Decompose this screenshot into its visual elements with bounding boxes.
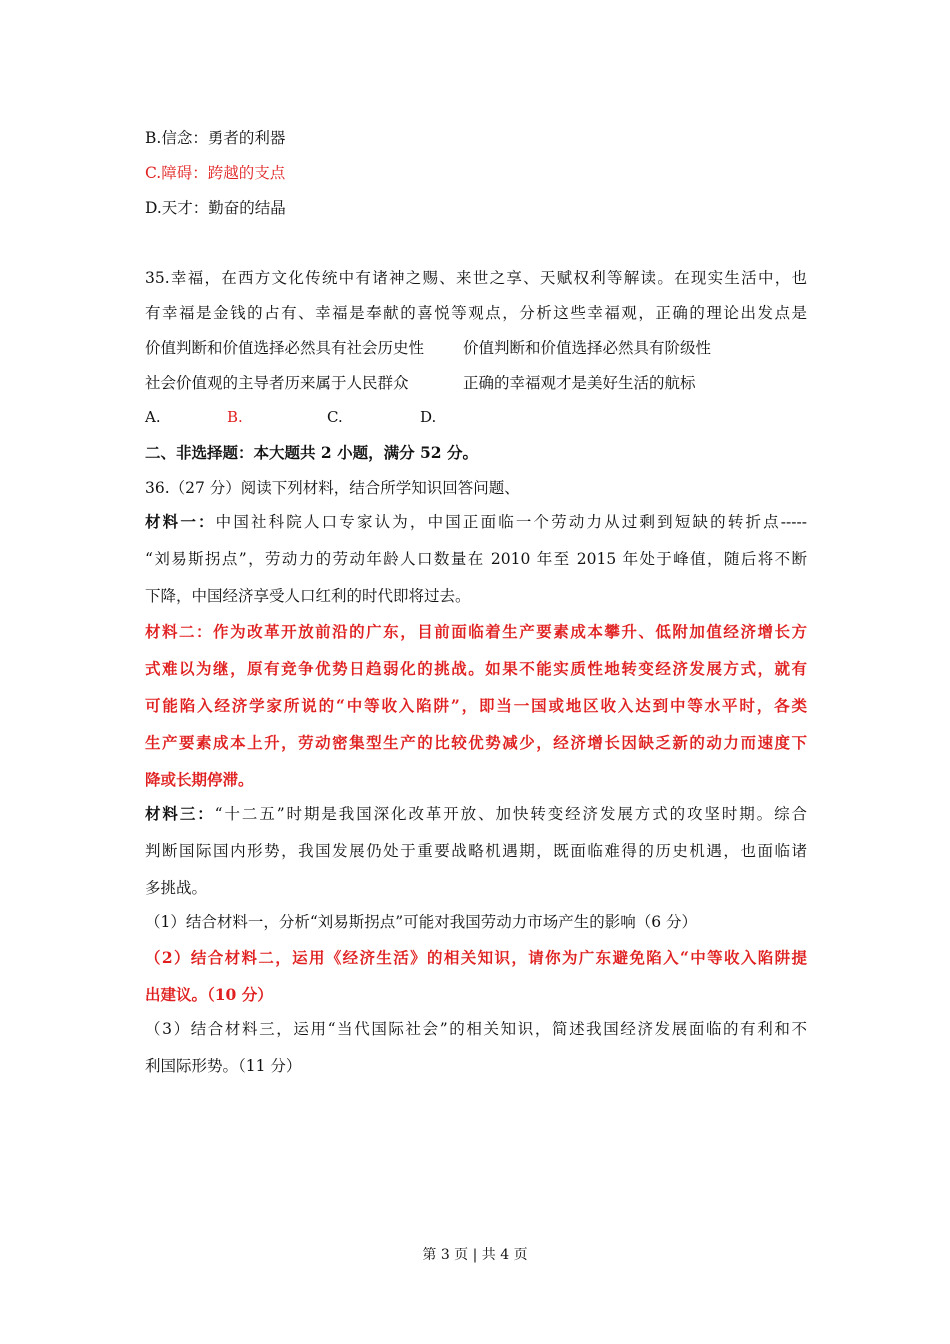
material1-line2: “刘易斯拐点”，劳动力的劳动年龄人口数量在 2010 年至 2015 年处于峰值，随后将不断 (145, 550, 807, 568)
material3-line3: 多挑战。 (145, 879, 208, 897)
q35-option-d: D. (420, 408, 437, 426)
q35-statement-1: 价值判断和价值选择必然具有社会历史性 (145, 339, 425, 357)
option-b-prev: B.信念：勇者的利器 (145, 129, 286, 147)
material1-line1 (145, 512, 807, 532)
option-c-prev: C.障碍：跨越的支点 (145, 164, 286, 182)
q36-sub2-line1: （2）结合材料二，运用《经济生活》的相关知识，请你为广东避免陷入“中等收入陷阱提 (145, 948, 807, 967)
section2-heading: 二、非选择题：本大题共 2 小题，满分 52 分。 (145, 443, 478, 462)
material2-line4: 生产要素成本上升，劳动密集型生产的比较优势减少，经济增长因缺乏新的动力而速度下 (145, 733, 807, 752)
material3-line1 (145, 804, 807, 824)
material3-label: 材料三： (145, 804, 215, 823)
q36-sub1: （1）结合材料一，分析“刘易斯拐点”可能对我国劳动力市场产生的影响（6 分） (145, 913, 698, 931)
page-footer: 第 3 页 | 共 4 页 (422, 1247, 528, 1263)
q36-intro: 36.（27 分）阅读下列材料，结合所学知识回答问题、 (145, 479, 520, 497)
material2-line2: 式难以为继，原有竞争优势日趋弱化的挑战。如果不能实质性地转变经济发展方式，就有 (145, 659, 807, 678)
q35-option-b: B. (227, 408, 243, 426)
q35-line1: 35.幸福，在西方文化传统中有诸神之赐、来世之享、天赋权利等解读。在现实生活中，也 (145, 269, 807, 287)
q35-option-c: C. (327, 408, 343, 426)
q35-statement-4: 正确的幸福观才是美好生活的航标 (463, 374, 696, 392)
material2-line3: 可能陷入经济学家所说的“中等收入陷阱”，即当一国或地区收入达到中等水平时，各类 (145, 696, 807, 715)
material2-line1: 材料二：作为改革开放前沿的广东，目前面临着生产要素成本攀升、低附加值经济增长方 (145, 622, 807, 641)
q36-sub3-line1: （3）结合材料三，运用“当代国际社会”的相关知识，简述我国经济发展面临的有利和不 (145, 1020, 807, 1038)
q35-option-a: A. (145, 408, 161, 426)
material3-text: “十二五”时期是我国深化改革开放、加快转变经济发展方式的攻坚时期。综合 (214, 805, 807, 823)
q35-statement-3: 社会价值观的主导者历来属于人民群众 (145, 374, 409, 392)
material3-line2: 判断国际国内形势，我国发展仍处于重要战略机遇期，既面临难得的历史机遇，也面临诸 (145, 842, 807, 860)
material1-text: 中国社科院人口专家认为，中国正面临一个劳动力从过剩到短缺的转折点----- (215, 513, 807, 531)
material2-line5: 降或长期停滞。 (145, 770, 254, 789)
q36-sub2-line2: 出建议。（10 分） (145, 985, 273, 1004)
q35-statement-2: 价值判断和价值选择必然具有阶级性 (463, 339, 712, 357)
q36-sub3-line2: 利国际形势。（11 分） (145, 1057, 302, 1075)
material1-label: 材料一： (145, 512, 216, 531)
option-d-prev: D.天才：勤奋的结晶 (145, 199, 286, 217)
material1-line3: 下降，中国经济享受人口红利的时代即将过去。 (145, 587, 471, 605)
q35-line2: 有幸福是金钱的占有、幸福是奉献的喜悦等观点，分析这些幸福观，正确的理论出发点是 (145, 304, 807, 322)
